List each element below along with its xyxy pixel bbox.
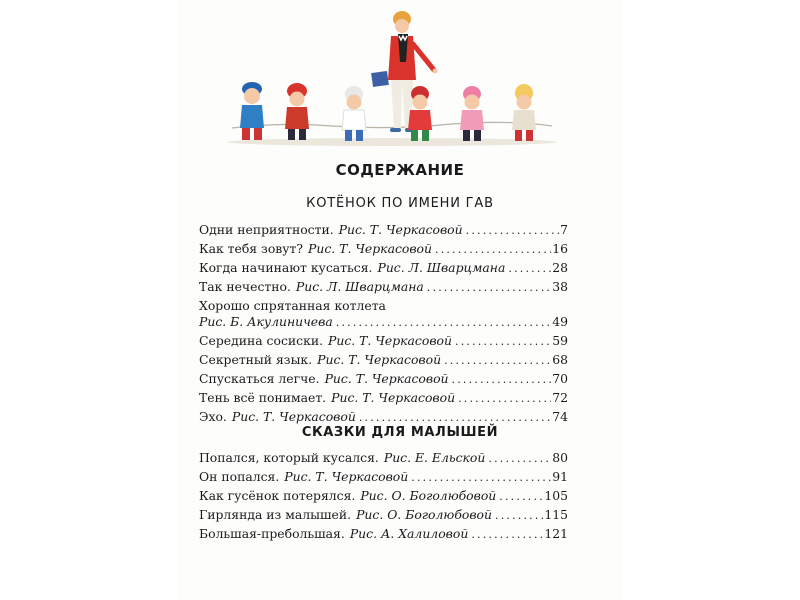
entry-title: Хорошо спрятанная котлета: [199, 298, 386, 313]
entry-title: Секретный язык.: [199, 352, 313, 367]
entry-title: Он попался.: [199, 469, 280, 484]
dot-leader: [466, 224, 559, 237]
illustrator-credit: Рис. О. Боголюбовой: [356, 507, 492, 522]
toc-entry: [199, 314, 568, 333]
dot-leader: [508, 262, 551, 275]
entry-title: Как тебя зовут?: [199, 241, 304, 256]
illustrator-credit: Рис. Б. Акулиничева: [199, 314, 333, 329]
dot-leader: [488, 452, 551, 465]
toc-entry: [199, 390, 568, 409]
illustrator-credit: Рис. Е. Ельской: [383, 450, 486, 465]
illustrator-credit: Рис. Т. Черкасовой: [338, 222, 463, 237]
entry-title: Большая-пребольшая.: [199, 526, 345, 541]
page-number: 7: [560, 222, 568, 237]
toc-entry: [199, 260, 568, 279]
toc-entry: [199, 469, 568, 488]
child-3: [342, 86, 366, 141]
page-number: 91: [552, 469, 568, 484]
toc-entry: [199, 222, 568, 241]
page-number: 72: [552, 390, 568, 405]
dot-leader: [359, 411, 551, 424]
illustrator-credit: Рис. Л. Шварцмана: [295, 279, 424, 294]
toc-list: [199, 450, 568, 545]
section-title: СКАЗКИ ДЛЯ МАЛЫШЕЙ: [301, 425, 499, 440]
dot-leader: [499, 490, 543, 503]
page-number: 74: [552, 409, 568, 424]
illustrator-credit: Рис. О. Боголюбовой: [360, 488, 497, 503]
entry-title: Как гусёнок потерялся.: [199, 488, 356, 503]
illustrator-credit: Рис. Л. Шварцмана: [377, 260, 506, 275]
entry-title: Попался, который кусался.: [199, 450, 379, 465]
entry-title: Так нечестно.: [199, 279, 291, 294]
toc-entry: [199, 241, 568, 260]
toc-list: [199, 222, 568, 428]
dot-leader: [336, 316, 551, 329]
page-number: 59: [552, 333, 568, 348]
entry-title: Гирлянда из малышей.: [199, 507, 352, 522]
dot-leader: [444, 354, 551, 367]
toc-entry: [199, 298, 568, 314]
toc-entry: [199, 333, 568, 352]
dot-leader: [455, 335, 551, 348]
page-number: 121: [544, 526, 568, 541]
page-number: 68: [552, 352, 568, 367]
child-4: [408, 86, 432, 141]
page-number: 80: [552, 450, 568, 465]
toc-entry: [199, 279, 568, 298]
illustrator-credit: Рис. Т. Черкасовой: [331, 390, 456, 405]
dot-leader: [435, 243, 551, 256]
illustrator-credit: Рис. Т. Черкасовой: [231, 409, 356, 424]
toc-entry: [199, 371, 568, 390]
dot-leader: [495, 509, 543, 522]
dot-leader: [411, 471, 551, 484]
section-title: КОТЁНОК ПО ИМЕНИ ГАВ: [306, 196, 494, 211]
child-2: [285, 83, 309, 140]
page-number: 28: [552, 260, 568, 275]
entry-title: Эхо.: [199, 409, 227, 424]
toc-entry: [199, 450, 568, 469]
toc-entry: [199, 352, 568, 371]
entry-title: Середина сосиски.: [199, 333, 324, 348]
illustrator-credit: Рис. Т. Черкасовой: [324, 371, 449, 386]
page-number: 105: [544, 488, 568, 503]
page-number: 115: [544, 507, 568, 522]
page-number: 38: [552, 279, 568, 294]
child-6: [512, 84, 536, 141]
toc-title: СОДЕРЖАНИЕ: [335, 161, 465, 179]
dot-leader: [458, 392, 551, 405]
page-number: 16: [552, 241, 568, 256]
child-1: [240, 82, 264, 140]
entry-title: Спускаться легче.: [199, 371, 320, 386]
illustrator-credit: Рис. Т. Черкасовой: [328, 333, 452, 348]
entry-title: Тень всё понимает.: [199, 390, 327, 405]
teacher-with-children-illustration: [222, 10, 562, 150]
dot-leader: [427, 281, 551, 294]
illustrator-credit: Рис. Т. Черкасовой: [308, 241, 433, 256]
child-5: [460, 86, 484, 141]
toc-entry: [199, 526, 568, 545]
entry-title: Одни неприятности.: [199, 222, 334, 237]
illustrator-credit: Рис. Т. Черкасовой: [284, 469, 409, 484]
dot-leader: [471, 528, 543, 541]
entry-title: Когда начинают кусаться.: [199, 260, 373, 275]
illustrator-credit: Рис. Т. Черкасовой: [317, 352, 442, 367]
page-number: 70: [552, 371, 568, 386]
dot-leader: [452, 373, 552, 386]
toc-entry: [199, 488, 568, 507]
illustrator-credit: Рис. А. Халиловой: [349, 526, 469, 541]
page-number: 49: [552, 314, 568, 329]
toc-entry: [199, 507, 568, 526]
